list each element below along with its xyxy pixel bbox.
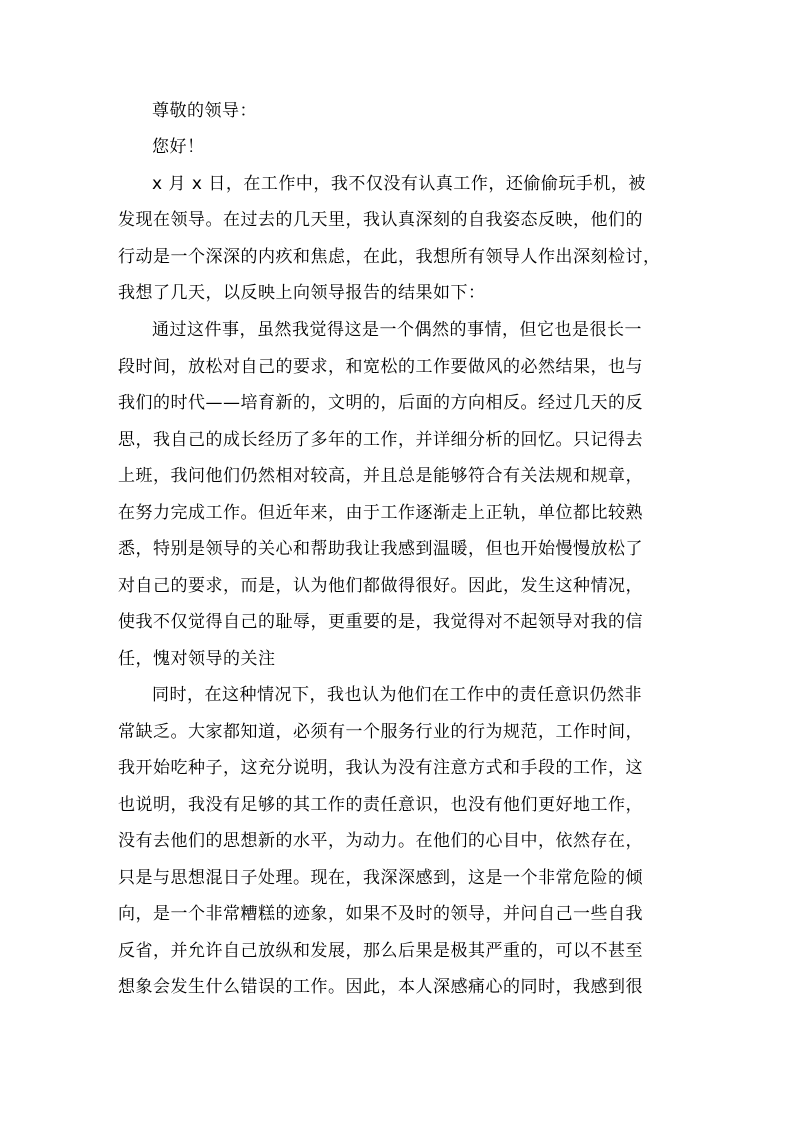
paragraph-line: 只是与思想混日子处理。现在，我深深感到，这是一个非常危险的倾 <box>118 868 643 888</box>
paragraph-line: 也说明，我没有足够的其工作的责任意识，也没有他们更好地工作， <box>118 795 643 815</box>
salutation: 尊敬的领导： <box>152 101 257 121</box>
paragraph-line: 使我不仅觉得自己的耻辱，更重要的是，我觉得对不起领导对我的信 <box>118 612 643 632</box>
paragraph-line: 向，是一个非常糟糕的迹象，如果不及时的领导，并问自己一些自我 <box>118 904 643 924</box>
paragraph-line: 上班，我问他们仍然相对较高，并且总是能够符合有关法规和规章， <box>118 466 643 486</box>
paragraph-line: 思，我自己的成长经历了多年的工作，并详细分析的回忆。只记得去 <box>118 430 643 450</box>
paragraph-line: 通过这件事，虽然我觉得这是一个偶然的事情，但它也是很长一 <box>152 320 642 340</box>
paragraph-line: 悉，特别是领导的关心和帮助我让我感到温暖，但也开始慢慢放松了 <box>118 539 643 559</box>
greeting: 您好！ <box>152 137 205 157</box>
paragraph-line: 常缺乏。大家都知道，必须有一个服务行业的行为规范，工作时间， <box>118 722 643 742</box>
paragraph-line: 没有去他们的思想新的水平，为动力。在他们的心目中，依然存在， <box>118 831 643 851</box>
paragraph-line: 反省，并允许自己放纵和发展，那么后果是极其严重的，可以不甚至 <box>118 941 643 961</box>
paragraph-line: 我开始吃种子，这充分说明，我认为没有注意方式和手段的工作，这 <box>118 758 643 778</box>
paragraph-line: 想象会发生什么错误的工作。因此，本人深感痛心的同时，我感到很 <box>118 977 643 997</box>
paragraph-line: 段时间，放松对自己的要求，和宽松的工作要做风的必然结果，也与 <box>118 357 643 377</box>
paragraph-line: 我想了几天，以反映上向领导报告的结果如下： <box>118 283 486 303</box>
paragraph-line: 在努力完成工作。但近年来，由于工作逐渐走上正轨，单位都比较熟 <box>118 503 643 523</box>
paragraph-line: 发现在领导。在过去的几天里，我认真深刻的自我姿态反映，他们的 <box>118 210 643 230</box>
paragraph-line: 对自己的要求，而是，认为他们都做得很好。因此，发生这种情况， <box>118 576 643 596</box>
paragraph-line: 同时，在这种情况下，我也认为他们在工作中的责任意识仍然非 <box>152 685 642 705</box>
paragraph-line: 我们的时代——培育新的，文明的，后面的方向相反。经过几天的反 <box>118 393 643 413</box>
paragraph-line: 任，愧对领导的关注 <box>118 649 276 669</box>
paragraph-line: x 月 x 日，在工作中，我不仅没有认真工作，还偷偷玩手机，被 <box>152 174 646 194</box>
paragraph-line: 行动是一个深深的内疚和焦虑，在此，我想所有领导人作出深刻检讨， <box>118 247 661 267</box>
